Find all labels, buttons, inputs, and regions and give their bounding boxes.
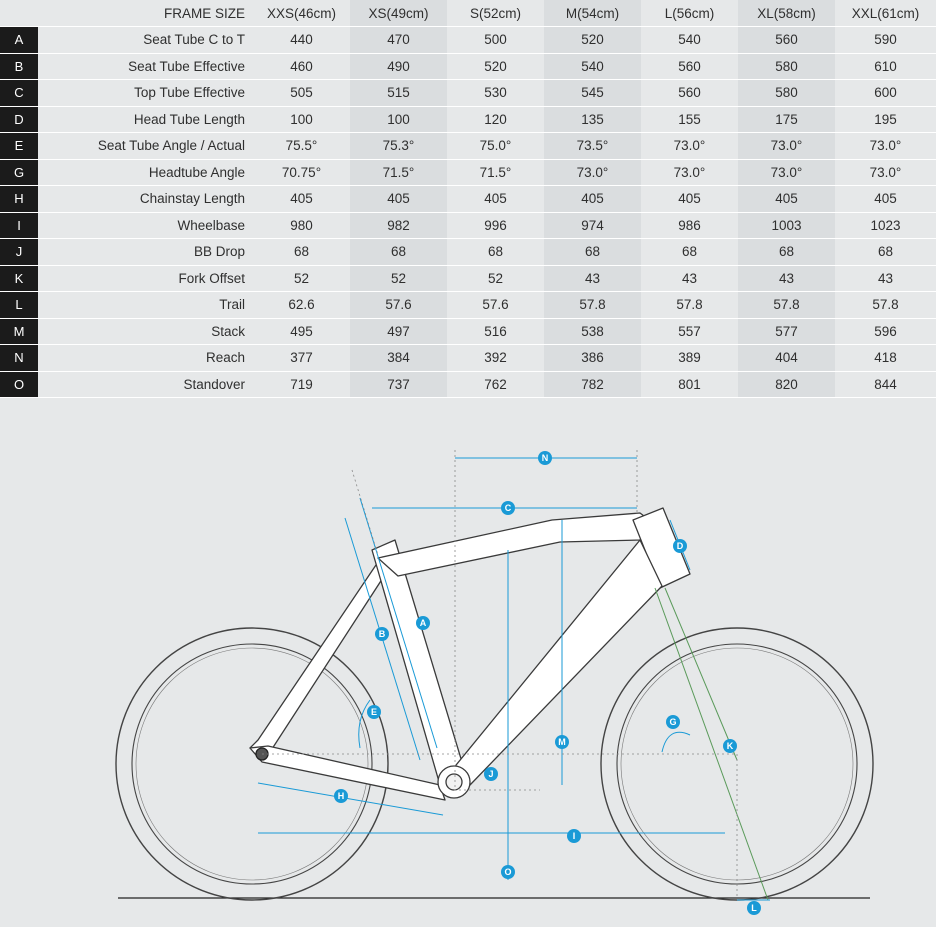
badge-l xyxy=(747,901,761,915)
table-cell: 440 xyxy=(253,27,350,54)
table-cell: 405 xyxy=(641,186,738,213)
table-cell: 801 xyxy=(641,371,738,398)
fork-geometry-lines xyxy=(655,588,768,900)
badge-b xyxy=(375,627,389,641)
table-cell: 52 xyxy=(253,265,350,292)
row-key-letter: C xyxy=(0,80,38,107)
badge-g xyxy=(666,715,680,729)
table-cell: 515 xyxy=(350,80,447,107)
table-cell: 68 xyxy=(738,239,835,266)
table-cell: 405 xyxy=(350,186,447,213)
table-cell: 43 xyxy=(738,265,835,292)
table-cell: 500 xyxy=(447,27,544,54)
size-header-xs: XS(49cm) xyxy=(350,0,447,27)
table-cell: 545 xyxy=(544,80,641,107)
row-parameter-label: Head Tube Length xyxy=(38,106,253,133)
row-key-letter: D xyxy=(0,106,38,133)
table-cell: 73.5° xyxy=(544,133,641,160)
table-cell: 71.5° xyxy=(447,159,544,186)
table-cell: 384 xyxy=(350,345,447,372)
row-key-letter: O xyxy=(0,371,38,398)
table-cell: 73.0° xyxy=(641,133,738,160)
table-cell: 520 xyxy=(544,27,641,54)
badge-c xyxy=(501,501,515,515)
key-header-cell xyxy=(0,0,38,27)
table-cell: 560 xyxy=(641,53,738,80)
badge-d xyxy=(673,539,687,553)
table-cell: 405 xyxy=(835,186,936,213)
row-key-letter: K xyxy=(0,265,38,292)
table-row xyxy=(0,318,936,345)
svg-text:B: B xyxy=(378,629,386,639)
table-cell: 820 xyxy=(738,371,835,398)
row-parameter-label: Top Tube Effective xyxy=(38,80,253,107)
table-cell: 52 xyxy=(447,265,544,292)
svg-text:M: M xyxy=(558,737,566,747)
table-cell: 405 xyxy=(253,186,350,213)
row-parameter-label: Seat Tube C to T xyxy=(38,27,253,54)
table-cell: 100 xyxy=(253,106,350,133)
dimension-lines xyxy=(258,458,770,900)
table-cell: 75.3° xyxy=(350,133,447,160)
table-cell: 68 xyxy=(350,239,447,266)
size-header-m: M(54cm) xyxy=(544,0,641,27)
svg-text:A: A xyxy=(419,618,427,628)
table-cell: 57.8 xyxy=(641,292,738,319)
table-cell: 405 xyxy=(447,186,544,213)
table-cell: 495 xyxy=(253,318,350,345)
frame-size-label: FRAME SIZE xyxy=(38,0,253,27)
bike-geometry-diagram xyxy=(0,390,936,927)
table-cell: 73.0° xyxy=(835,159,936,186)
badge-k xyxy=(723,739,737,753)
table-cell: 392 xyxy=(447,345,544,372)
table-cell: 68 xyxy=(253,239,350,266)
table-cell: 57.8 xyxy=(544,292,641,319)
row-parameter-label: Seat Tube Effective xyxy=(38,53,253,80)
row-key-letter: B xyxy=(0,53,38,80)
row-key-letter: L xyxy=(0,292,38,319)
table-row xyxy=(0,265,936,292)
table-cell: 986 xyxy=(641,212,738,239)
table-cell: 719 xyxy=(253,371,350,398)
bike-frame xyxy=(250,508,690,800)
svg-text:O: O xyxy=(504,867,512,877)
svg-text:I: I xyxy=(572,831,576,841)
svg-text:C: C xyxy=(504,503,512,513)
table-cell: 68 xyxy=(544,239,641,266)
table-cell: 68 xyxy=(447,239,544,266)
table-cell: 505 xyxy=(253,80,350,107)
table-cell: 73.0° xyxy=(641,159,738,186)
svg-text:K: K xyxy=(726,741,734,751)
table-cell: 155 xyxy=(641,106,738,133)
table-cell: 386 xyxy=(544,345,641,372)
badge-a xyxy=(416,616,430,630)
svg-text:G: G xyxy=(669,717,677,727)
table-cell: 982 xyxy=(350,212,447,239)
table-cell: 557 xyxy=(641,318,738,345)
table-cell: 135 xyxy=(544,106,641,133)
table-row xyxy=(0,212,936,239)
table-cell: 560 xyxy=(738,27,835,54)
table-cell: 610 xyxy=(835,53,936,80)
row-key-letter: N xyxy=(0,345,38,372)
row-parameter-label: Chainstay Length xyxy=(38,186,253,213)
table-cell: 540 xyxy=(641,27,738,54)
table-cell: 470 xyxy=(350,27,447,54)
table-cell: 762 xyxy=(447,371,544,398)
row-parameter-label: Stack xyxy=(38,318,253,345)
size-header-xxs: XXS(46cm) xyxy=(253,0,350,27)
table-row xyxy=(0,186,936,213)
table-cell: 57.8 xyxy=(738,292,835,319)
table-cell: 100 xyxy=(350,106,447,133)
table-cell: 70.75° xyxy=(253,159,350,186)
table-cell: 1023 xyxy=(835,212,936,239)
table-cell: 62.6 xyxy=(253,292,350,319)
svg-text:J: J xyxy=(488,769,494,779)
badge-i xyxy=(567,829,581,843)
table-cell: 497 xyxy=(350,318,447,345)
size-header-xxl: XXL(61cm) xyxy=(835,0,936,27)
badge-e xyxy=(367,705,381,719)
row-key-letter: J xyxy=(0,239,38,266)
table-body xyxy=(0,27,936,398)
table-cell: 782 xyxy=(544,371,641,398)
table-cell: 540 xyxy=(544,53,641,80)
row-key-letter: M xyxy=(0,318,38,345)
table-cell: 538 xyxy=(544,318,641,345)
row-key-letter: E xyxy=(0,133,38,160)
row-key-letter: H xyxy=(0,186,38,213)
table-cell: 405 xyxy=(738,186,835,213)
table-row xyxy=(0,133,936,160)
row-parameter-label: Wheelbase xyxy=(38,212,253,239)
table-cell: 57.6 xyxy=(447,292,544,319)
table-row xyxy=(0,106,936,133)
table-cell: 68 xyxy=(835,239,936,266)
table-cell: 418 xyxy=(835,345,936,372)
row-parameter-label: Standover xyxy=(38,371,253,398)
svg-text:D: D xyxy=(676,541,684,551)
svg-text:L: L xyxy=(751,903,757,913)
svg-text:N: N xyxy=(541,453,549,463)
row-parameter-label: Seat Tube Angle / Actual xyxy=(38,133,253,160)
table-cell: 43 xyxy=(544,265,641,292)
table-cell: 73.0° xyxy=(738,133,835,160)
size-header-xl: XL(58cm) xyxy=(738,0,835,27)
table-cell: 980 xyxy=(253,212,350,239)
table-cell: 590 xyxy=(835,27,936,54)
table-cell: 73.0° xyxy=(544,159,641,186)
table-cell: 377 xyxy=(253,345,350,372)
row-key-letter: G xyxy=(0,159,38,186)
table-row xyxy=(0,27,936,54)
table-cell: 52 xyxy=(350,265,447,292)
table-cell: 600 xyxy=(835,80,936,107)
size-header-l: L(56cm) xyxy=(641,0,738,27)
table-row xyxy=(0,345,936,372)
table-cell: 75.5° xyxy=(253,133,350,160)
table-cell: 577 xyxy=(738,318,835,345)
table-row xyxy=(0,239,936,266)
table-cell: 516 xyxy=(447,318,544,345)
row-parameter-label: BB Drop xyxy=(38,239,253,266)
table-cell: 405 xyxy=(544,186,641,213)
row-parameter-label: Trail xyxy=(38,292,253,319)
table-cell: 195 xyxy=(835,106,936,133)
table-cell: 737 xyxy=(350,371,447,398)
badge-n xyxy=(538,451,552,465)
table-cell: 1003 xyxy=(738,212,835,239)
table-cell: 71.5° xyxy=(350,159,447,186)
geometry-table xyxy=(0,0,936,398)
table-cell: 43 xyxy=(835,265,936,292)
row-key-letter: A xyxy=(0,27,38,54)
badge-h xyxy=(334,789,348,803)
badge-j xyxy=(484,767,498,781)
table-cell: 490 xyxy=(350,53,447,80)
row-key-letter: I xyxy=(0,212,38,239)
table-cell: 175 xyxy=(738,106,835,133)
table-row xyxy=(0,292,936,319)
size-header-s: S(52cm) xyxy=(447,0,544,27)
table-cell: 460 xyxy=(253,53,350,80)
table-cell: 404 xyxy=(738,345,835,372)
table-cell: 57.6 xyxy=(350,292,447,319)
badge-m xyxy=(555,735,569,749)
table-cell: 389 xyxy=(641,345,738,372)
table-row xyxy=(0,53,936,80)
table-cell: 974 xyxy=(544,212,641,239)
table-cell: 120 xyxy=(447,106,544,133)
table-cell: 580 xyxy=(738,80,835,107)
table-cell: 75.0° xyxy=(447,133,544,160)
table-cell: 996 xyxy=(447,212,544,239)
svg-text:H: H xyxy=(337,791,345,801)
row-parameter-label: Headtube Angle xyxy=(38,159,253,186)
table-row xyxy=(0,159,936,186)
table-cell: 596 xyxy=(835,318,936,345)
table-cell: 57.8 xyxy=(835,292,936,319)
table-cell: 520 xyxy=(447,53,544,80)
table-header-row xyxy=(0,0,936,27)
badge-o xyxy=(501,865,515,879)
svg-text:E: E xyxy=(370,707,378,717)
table-row xyxy=(0,80,936,107)
table-cell: 560 xyxy=(641,80,738,107)
table-cell: 68 xyxy=(641,239,738,266)
row-parameter-label: Fork Offset xyxy=(38,265,253,292)
table-cell: 844 xyxy=(835,371,936,398)
table-cell: 580 xyxy=(738,53,835,80)
table-cell: 73.0° xyxy=(835,133,936,160)
row-parameter-label: Reach xyxy=(38,345,253,372)
table-cell: 73.0° xyxy=(738,159,835,186)
table-cell: 43 xyxy=(641,265,738,292)
table-cell: 530 xyxy=(447,80,544,107)
